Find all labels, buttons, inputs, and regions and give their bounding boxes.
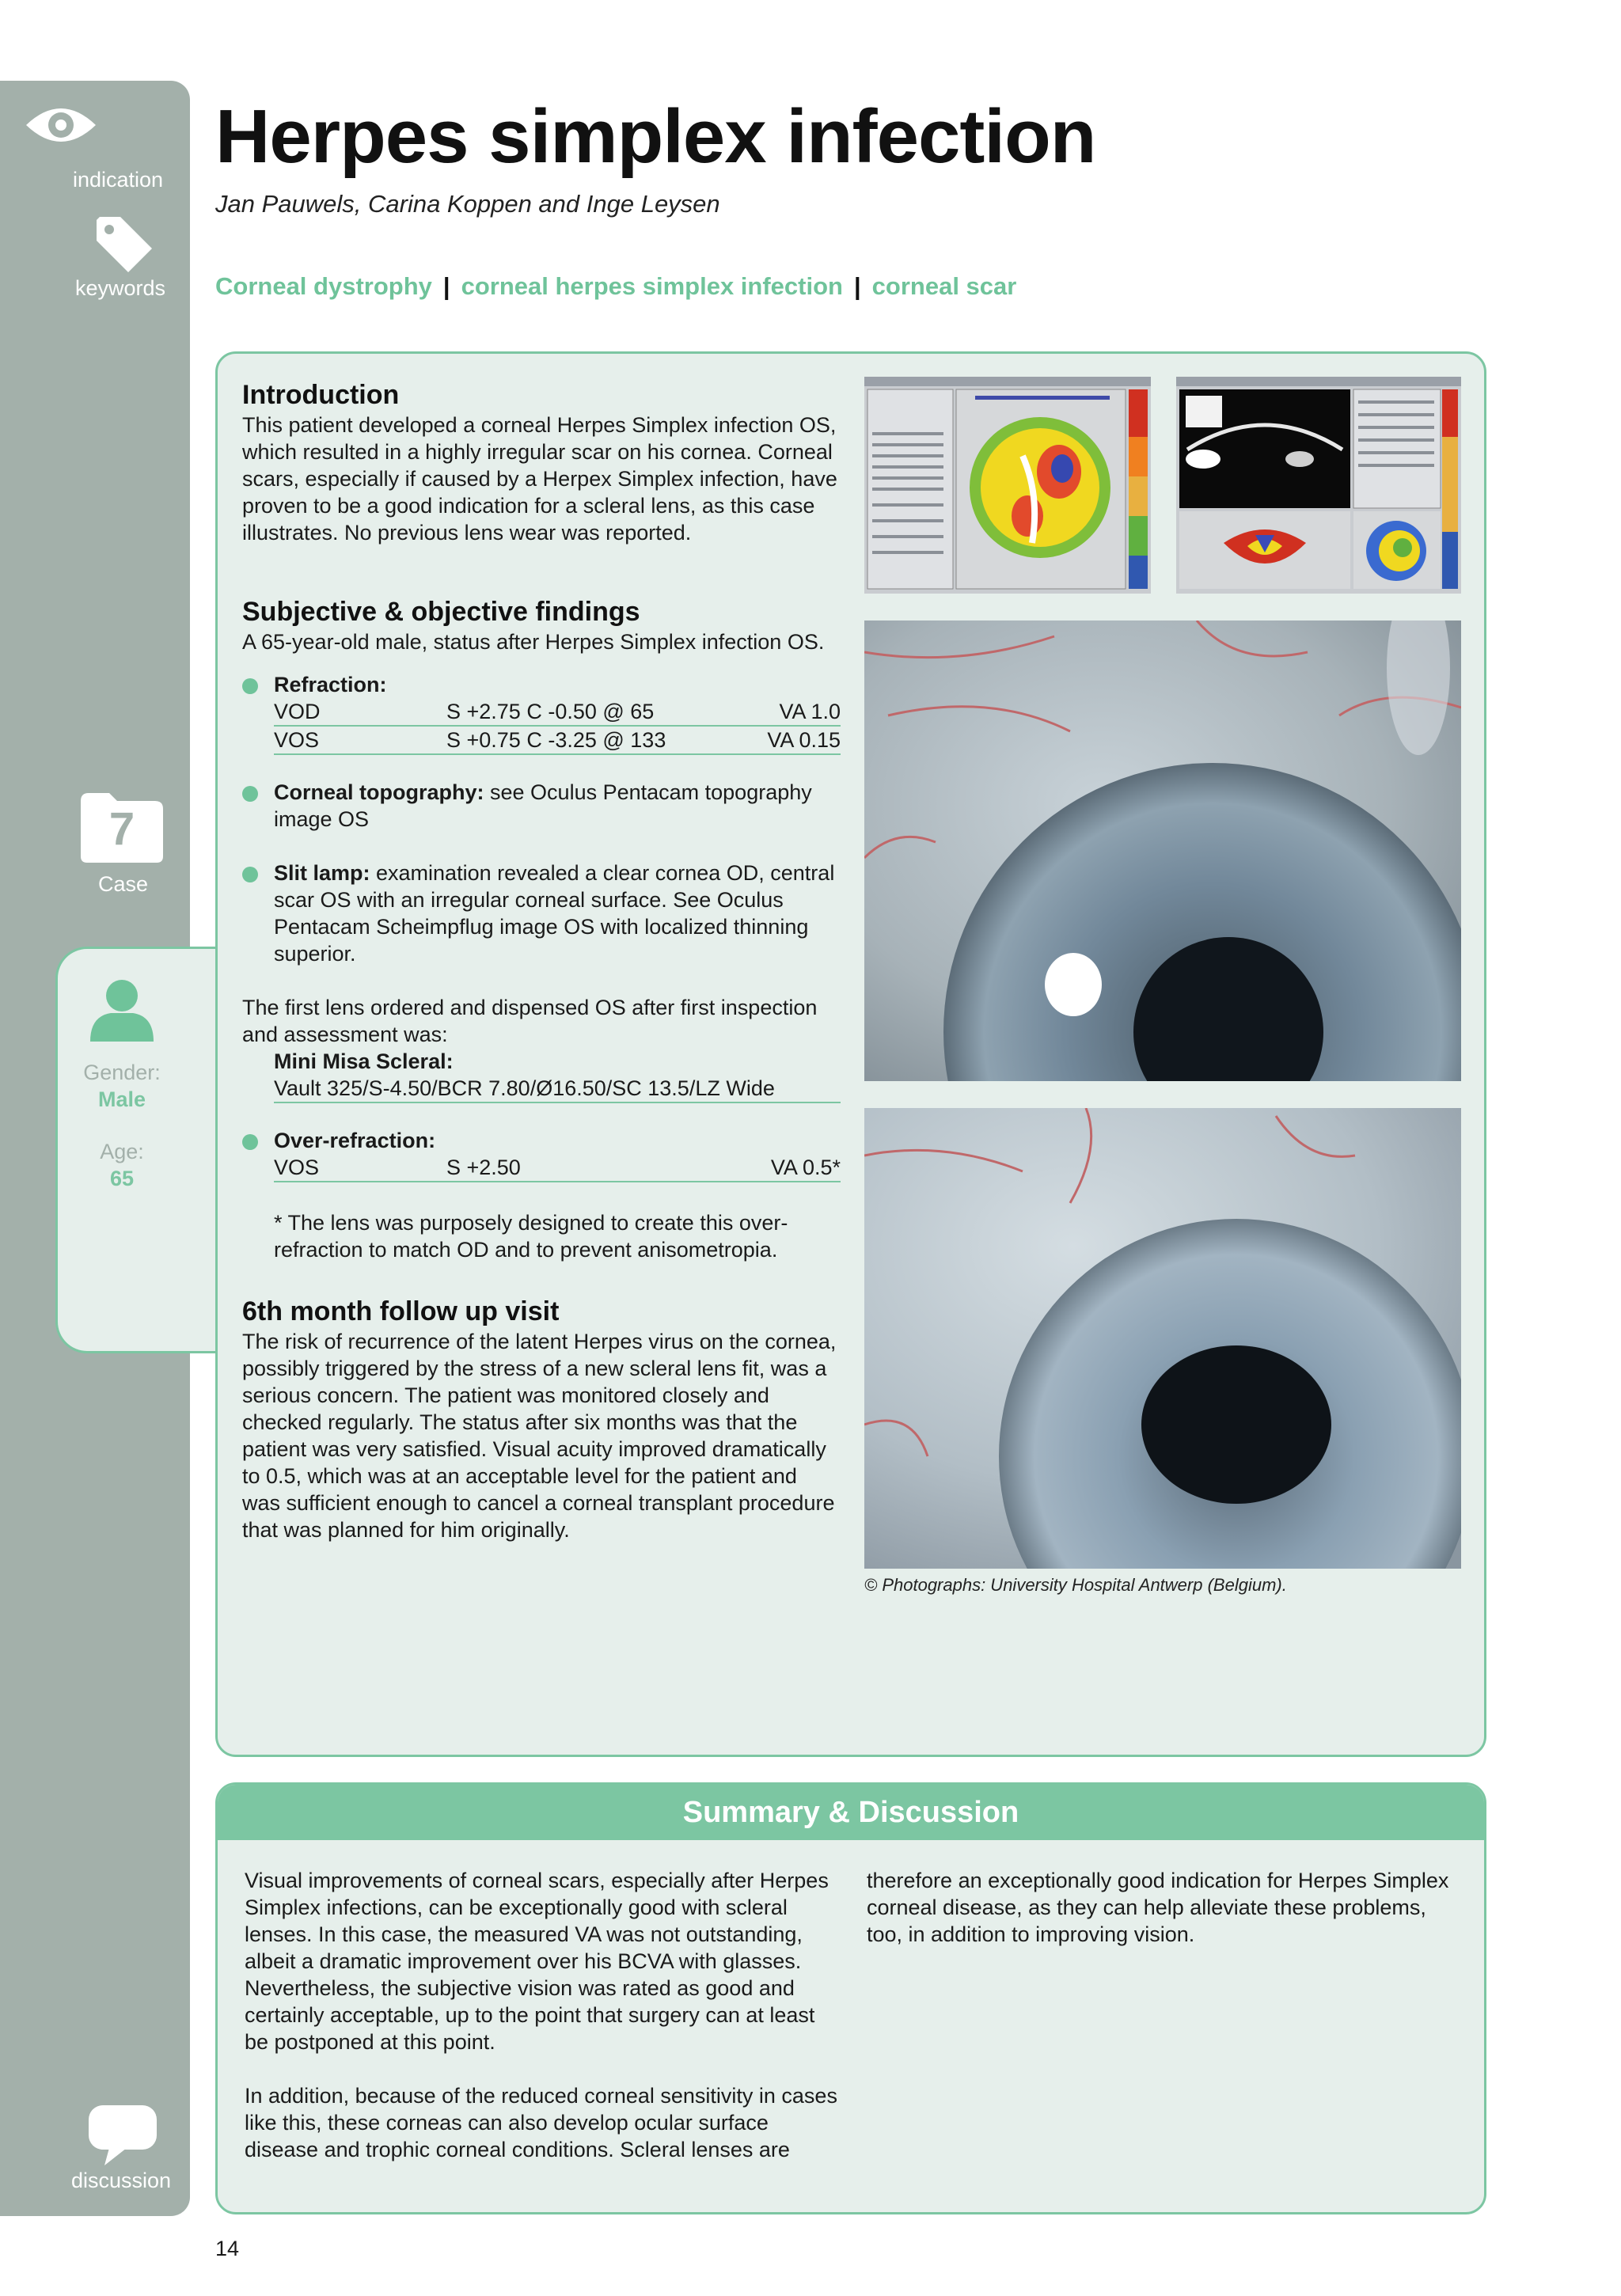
overrefraction-label: Over-refraction: <box>274 1129 436 1152</box>
overrefraction-item <box>242 1127 841 1154</box>
discussion-label: discussion <box>71 2169 172 2192</box>
refraction-row <box>274 698 841 727</box>
keyword-list <box>215 272 1016 301</box>
first-lens-text: The first lens ordered and dispensed OS after first inspection and assessment was: <box>242 996 818 1046</box>
findings-text: A 65-year-old male, status after Herpes Simplex infection OS. <box>242 630 825 654</box>
va-cell: VA 0.5* <box>770 1156 841 1179</box>
findings-section <box>242 595 841 1263</box>
summary-column-1 <box>245 1867 843 2163</box>
introduction-text: This patient developed a corneal Herpes Simplex infection OS, which resulted in a highly irregular scar on his cornea. Corneal scars, especially if caused by a Herpex Simplex infection, have proven to be a good indication for a scleral lens, as this case illustrates. No previous lens wear was reported. <box>242 413 837 545</box>
summary-heading: Summary & Discussion <box>218 1785 1484 1840</box>
summary-paragraph: therefore an exceptionally good indication for Herpes Simplex corneal disease, as they can help alleviate these problems, too, in addition to improving vision. <box>867 1869 1449 1946</box>
topography-label: Corneal topography: <box>274 780 484 804</box>
slitlamp-photo-1 <box>864 620 1461 1081</box>
pentacam-topography-image <box>864 377 1151 594</box>
eye-cell: VOS <box>274 728 320 752</box>
eye-cell: VOS <box>274 1156 320 1179</box>
refraction-item <box>242 671 841 698</box>
authors: Jan Pauwels, Carina Koppen and Inge Leysen <box>215 190 720 218</box>
gender-label: Gender: <box>83 1061 161 1084</box>
followup-text: The risk of recurrence of the latent Herpes virus on the cornea, possibly triggered by the stress of a new scleral lens fit, was a serious concern. The patient was monitored closely and checked regularly. The status after six months was that the patient was very satisfied. Visual acuity improved dramatically to 0.5, which was at an acceptable level for the patient and was sufficient enough to cancel a corneal transplant procedure that was planned for him originally. <box>242 1330 837 1542</box>
slitlamp-item <box>242 860 841 967</box>
gender-value: Male <box>97 1087 146 1111</box>
case-label: Case <box>98 872 149 896</box>
slitlamp-label: Slit lamp: <box>274 861 370 885</box>
refraction-row <box>274 727 841 755</box>
eye-cell: VOD <box>274 700 321 723</box>
keywords-label: keywords <box>75 276 166 300</box>
bullet-dot <box>242 1134 258 1150</box>
case-folder-icon <box>81 793 163 867</box>
overrefraction-row <box>274 1154 841 1182</box>
page-number: 14 <box>215 2237 240 2260</box>
case-number: 7 <box>108 803 135 855</box>
age-label: Age: <box>100 1140 144 1163</box>
va-cell: VA 1.0 <box>779 700 841 723</box>
keyword-separator: | <box>853 272 861 300</box>
keyword-separator: | <box>442 272 450 300</box>
followup-section <box>242 1295 841 1543</box>
lens-name: Mini Misa Scleral: <box>274 1049 454 1073</box>
introduction-section <box>242 378 841 546</box>
pentacam-scheimpflug-image <box>1176 377 1461 594</box>
introduction-heading: Introduction <box>242 380 400 410</box>
findings-heading: Subjective & objective findings <box>242 597 640 627</box>
tag-icon <box>93 214 157 281</box>
lens-spec: Vault 325/S-4.50/BCR 7.80/Ø16.50/SC 13.5/LZ Wide <box>274 1075 841 1103</box>
topography-text: see Oculus Pentacam topography image OS <box>274 780 812 831</box>
refraction-label: Refraction: <box>274 673 387 696</box>
va-cell: VA 0.15 <box>767 728 841 752</box>
topography-item <box>242 779 841 833</box>
keyword: corneal herpes simplex infection <box>461 272 843 300</box>
summary-paragraph: In addition, because of the reduced corneal sensitivity in cases like this, these corneas can also develop ocular surface disease and trophic corneal conditions. Scleral lenses are <box>245 2084 837 2161</box>
summary-column-2 <box>867 1867 1465 1948</box>
eye-icon <box>0 101 244 153</box>
person-icon <box>87 978 157 1046</box>
keyword: Corneal dystrophy <box>215 272 432 300</box>
photo-caption: © Photographs: University Hospital Antwerp (Belgium). <box>864 1575 1287 1595</box>
slitlamp-photo-2 <box>864 1108 1461 1569</box>
indication-label: indication <box>73 168 164 192</box>
summary-paragraph: Visual improvements of corneal scars, especially after Herpes Simplex infections, can be exceptionally good with scleral lenses. In this case, the measured VA was not outstanding, albeit a dramatic improvement over his BCVA with glasses. Nevertheless, the subjective vision was rated as good and certainly acceptable, up to the point that surgery can at least be postponed at this point. <box>245 1869 829 2054</box>
speech-bubble-icon <box>89 2105 157 2169</box>
summary-card <box>215 1782 1486 2214</box>
rx-cell: S +2.50 <box>446 1156 521 1179</box>
bullet-dot <box>242 678 258 694</box>
bullet-dot <box>242 786 258 802</box>
bullet-dot <box>242 867 258 882</box>
keyword: corneal scar <box>871 272 1017 300</box>
page-title: Herpes simplex infection <box>215 94 1096 179</box>
footnote: * The lens was purposely designed to create this over-refraction to match OD and to prevent anisometropia. <box>274 1211 788 1262</box>
age-value: 65 <box>109 1167 135 1190</box>
slitlamp-text: examination revealed a clear cornea OD, central scar OS with an irregular corneal surface. See Oculus Pentacam Scheimpflug image OS with localized thinning superior. <box>274 861 835 966</box>
rx-cell: S +0.75 C -3.25 @ 133 <box>446 728 666 752</box>
rx-cell: S +2.75 C -0.50 @ 65 <box>446 700 655 723</box>
followup-heading: 6th month follow up visit <box>242 1296 560 1326</box>
